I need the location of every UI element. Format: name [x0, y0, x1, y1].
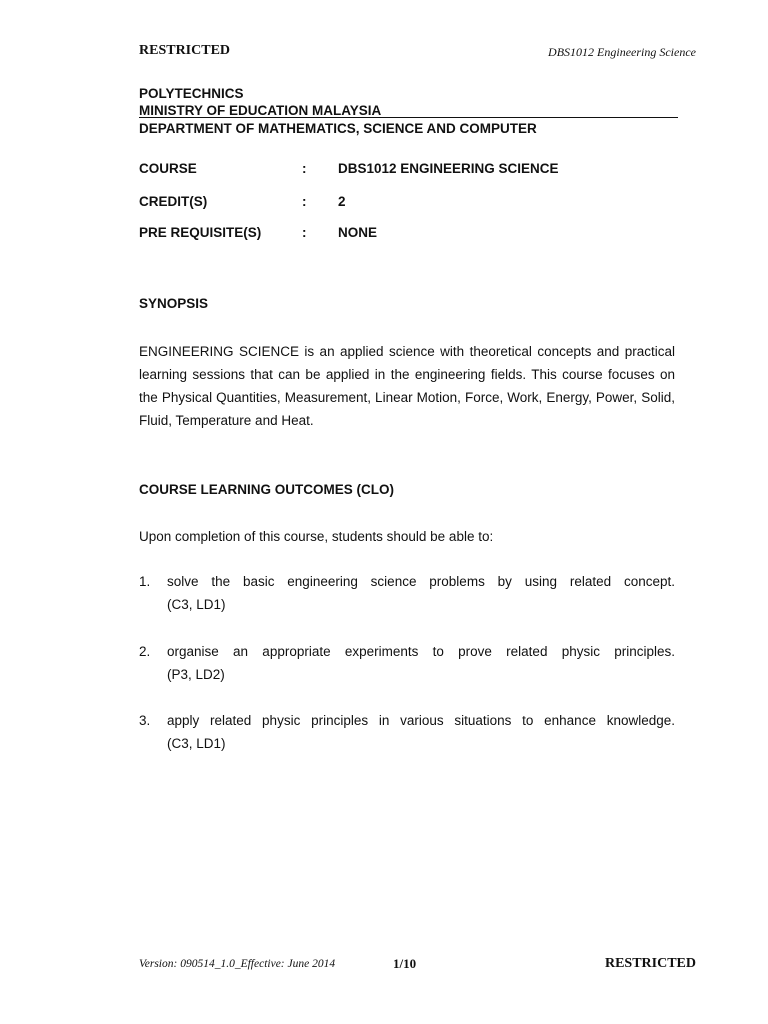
course-separator: :	[302, 161, 307, 176]
clo-intro: Upon completion of this course, students should be able to:	[139, 529, 494, 544]
header-rule	[139, 117, 678, 118]
footer-version: Version: 090514_1.0_Effective: June 2014	[139, 958, 336, 970]
prerequisites-label: PRE REQUISITE(S)	[139, 225, 262, 240]
ministry-name: MINISTRY OF EDUCATION MALAYSIA	[139, 103, 382, 118]
credits-row	[139, 194, 679, 212]
clo-item-ref: (C3, LD1)	[167, 597, 226, 612]
clo-item-number: 2.	[139, 644, 151, 659]
department-name: DEPARTMENT OF MATHEMATICS, SCIENCE AND COMPUTER	[139, 121, 537, 136]
clo-item-text: solve the basic engineering science problems by using related concept.	[167, 574, 675, 589]
clo-heading: COURSE LEARNING OUTCOMES (CLO)	[139, 482, 394, 497]
footer-classification: RESTRICTED	[604, 956, 696, 971]
course-row	[139, 161, 679, 179]
clo-item-ref: (P3, LD2)	[167, 667, 225, 682]
footer-page-number: 1/10	[393, 956, 417, 971]
institution-name: POLYTECHNICS	[139, 86, 244, 101]
clo-item-number: 3.	[139, 713, 151, 728]
synopsis-heading: SYNOPSIS	[139, 296, 209, 311]
clo-item-ref: (C3, LD1)	[167, 736, 226, 751]
course-value: DBS1012 ENGINEERING SCIENCE	[338, 161, 559, 176]
clo-item-number: 1.	[139, 574, 151, 589]
credits-label: CREDIT(S)	[139, 194, 208, 209]
clo-item-text: apply related physic principles in various situations to enhance knowledge.	[167, 713, 675, 728]
prerequisites-row	[139, 225, 679, 243]
clo-item-text: organise an appropriate experiments to prove related physic principles.	[167, 644, 675, 659]
synopsis-text: ENGINEERING SCIENCE is an applied science with theoretical concepts and practical learning sessions that can be applied in the engineering fields. This course focuses on the Physical Quantities, Measurement, Linear Motion, Force, Work, Energy, Power, Solid, Fluid, Temperature and Heat.	[139, 344, 675, 428]
credits-value: 2	[338, 194, 346, 209]
credits-separator: :	[302, 194, 307, 209]
course-label: COURSE	[139, 161, 197, 176]
prerequisites-separator: :	[302, 225, 307, 240]
header-course-title: DBS1012 Engineering Science	[548, 45, 696, 59]
header-classification: RESTRICTED	[139, 43, 231, 58]
prerequisites-value: NONE	[338, 225, 378, 240]
